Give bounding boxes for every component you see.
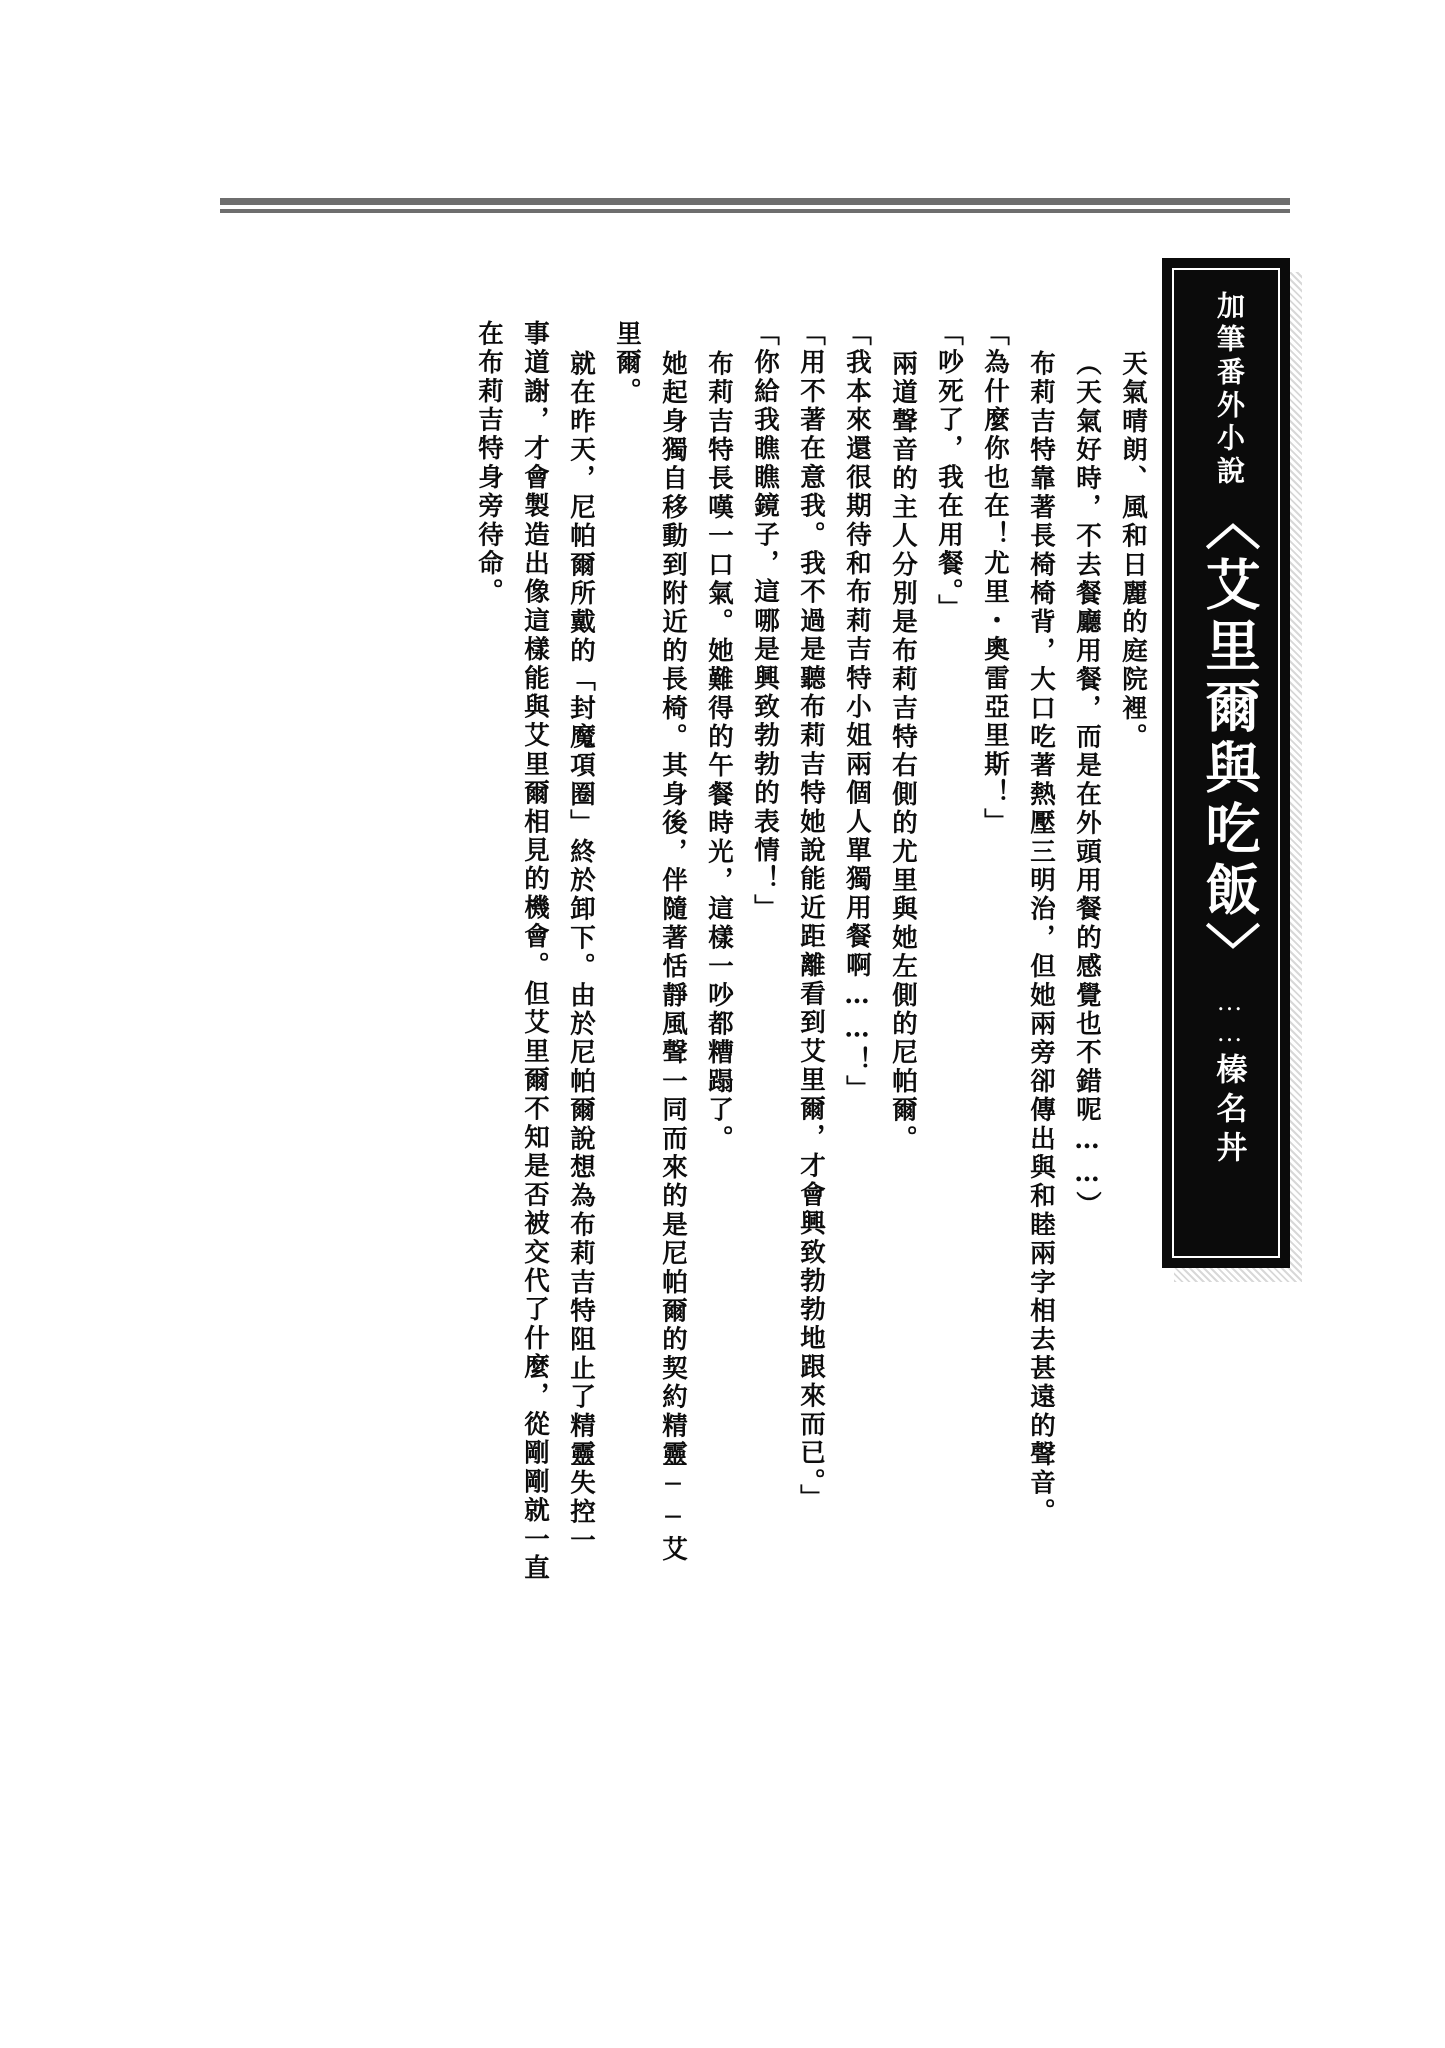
header-rule [220,198,1290,214]
story-kicker: 加筆番外小說 [1213,291,1246,489]
plaque-corner-ornament [1258,268,1280,290]
text-line: 布莉吉特靠著長椅椅背，大口吃著熱壓三明治，但她兩旁卻傳出與和睦兩字相去甚遠的聲音。 [1026,350,1056,1527]
body-text [215,320,1148,1920]
title-plaque-frame [1162,258,1290,1268]
text-line: 「我本來還很期待和布莉吉特小姐兩個人單獨用餐啊……！」 [842,320,872,1104]
header-rule-thin [220,209,1290,213]
text-line: 里爾。 [612,320,642,407]
text-line: 「你給我瞧瞧鏡子，這哪是興致勃勃的表情！」 [750,320,780,923]
text-line: 「吵死了，我在用餐。」 [934,320,964,623]
text-line: 她起身獨自移動到附近的長椅。其身後，伴隨著恬靜風聲一同而來的是尼帕爾的契約精靈──艾 [658,350,688,1565]
text-line: 布莉吉特長嘆一口氣。她難得的午餐時光，這樣一吵都糟蹋了。 [704,350,734,1154]
story-author: 榛名丼 [1210,1053,1247,1170]
plaque-corner-ornament [1172,268,1194,290]
title-plaque [1162,258,1290,1268]
title-ellipsis: …… [1215,987,1244,1049]
text-line: 就在昨天，尼帕爾所戴的「封魔項圈」終於卸下。由於尼帕爾說想為布莉吉特阻止了精靈失控一 [566,350,596,1556]
text-line: 天氣晴朗、風和日麗的庭院裡。 [1118,350,1148,752]
story-title: 〈艾里爾與吃飯〉 [1196,495,1262,983]
text-line: （天氣好時，不去餐廳用餐，而是在外頭用餐的感覺也不錯呢……） [1072,350,1102,1220]
text-line: 在布莉吉特身旁待命。 [474,320,504,607]
text-line: 「為什麼你也在！尤里・奧雷亞里斯！」 [980,320,1010,837]
text-line: 「用不著在意我。我不過是聽布莉吉特她說能近距離看到艾里爾，才會興致勃勃地跟來而已。」 [796,320,826,1513]
header-rule-thick [220,198,1290,205]
title-plaque-text [1165,291,1293,1241]
text-line: 事道謝，才會製造出像這樣能與艾里爾相見的機會。但艾里爾不知是否被交代了什麼，從剛剛就一直 [520,320,550,1583]
text-line: 兩道聲音的主人分別是布莉吉特右側的尤里與她左側的尼帕爾。 [888,350,918,1154]
